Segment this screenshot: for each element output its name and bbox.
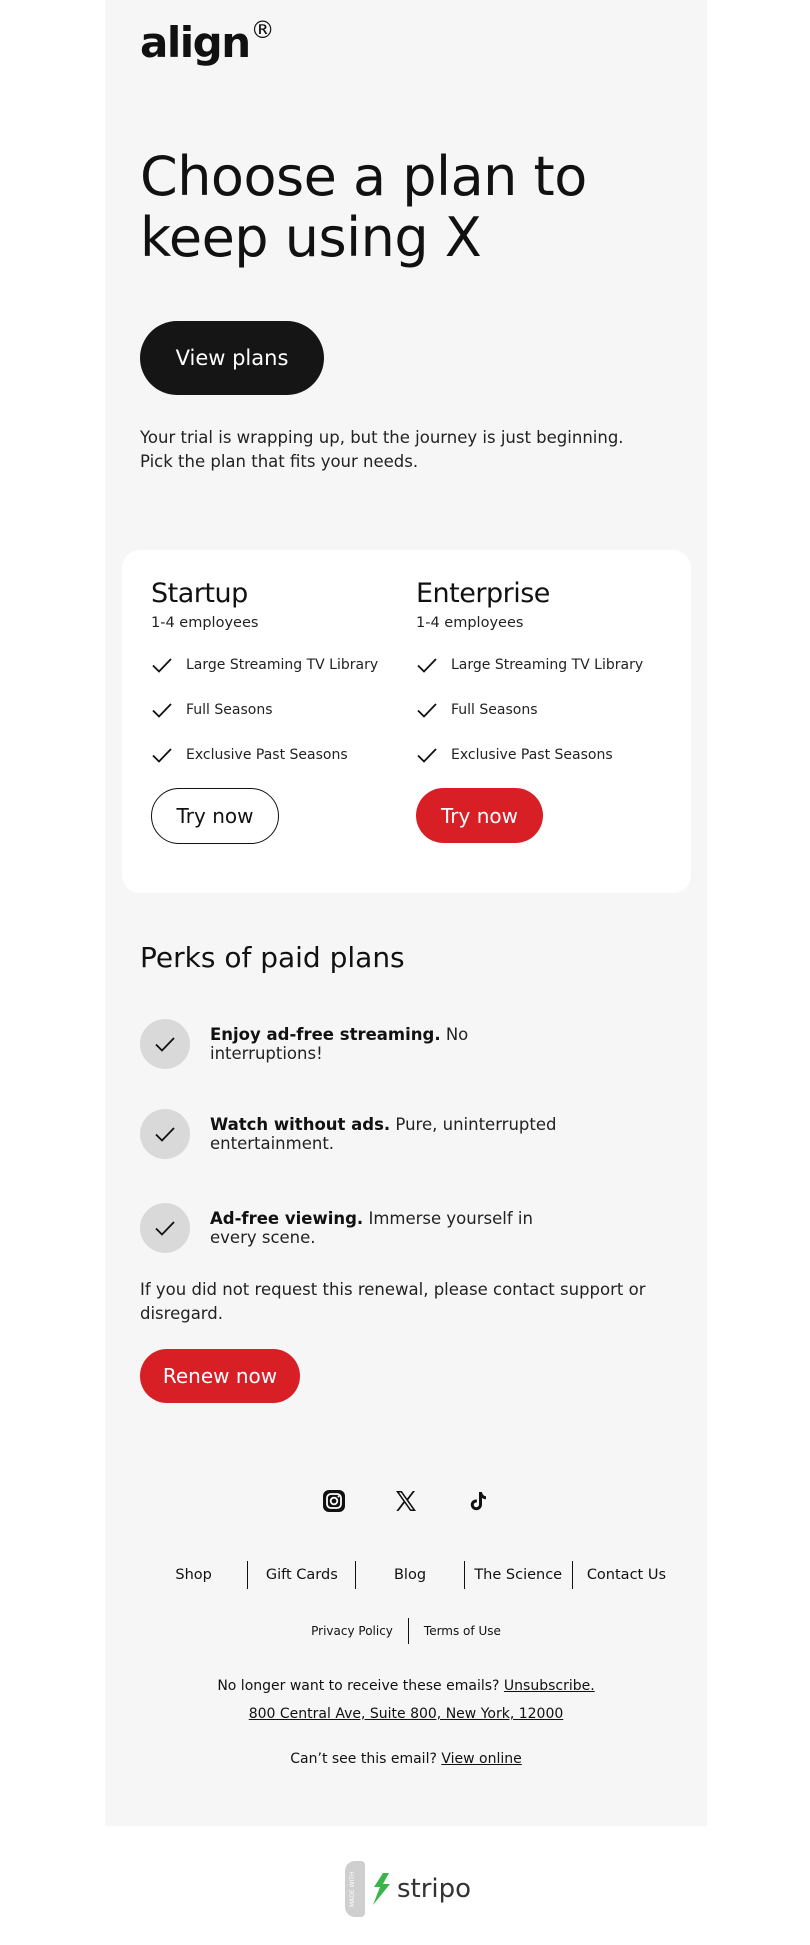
instagram-icon[interactable]: [321, 1488, 347, 1514]
feature-label: Full Seasons: [451, 702, 538, 718]
check-icon: [416, 744, 438, 766]
perk-check-circle: [140, 1019, 190, 1069]
made-with-badge: [345, 1861, 365, 1917]
social-links: [105, 1488, 707, 1514]
check-icon: [151, 744, 173, 766]
headline: Choose a plan to keep using X: [140, 145, 587, 269]
plan-startup: [151, 578, 391, 844]
terms-of-use-link[interactable]: Terms of Use: [423, 1624, 501, 1638]
logo-mark: ®: [250, 16, 274, 44]
perk-item: [140, 1019, 580, 1069]
brand-logo[interactable]: [140, 18, 273, 67]
plan-subtitle: 1-4 employees: [416, 615, 524, 631]
privacy-policy-link[interactable]: Privacy Policy: [311, 1624, 393, 1638]
footer-link-blog[interactable]: Blog: [393, 1567, 427, 1583]
try-now-enterprise-button[interactable]: Try now: [416, 788, 543, 843]
check-icon: [154, 1123, 176, 1145]
check-icon: [154, 1217, 176, 1239]
perk-text: [210, 1025, 580, 1063]
feature-item: [416, 654, 656, 676]
perk-text: [210, 1115, 580, 1153]
stripo-wordmark: stripo: [397, 1874, 472, 1904]
legal-links: [105, 1618, 707, 1644]
check-icon: [154, 1033, 176, 1055]
plan-name: Startup: [151, 578, 248, 609]
plan-enterprise: [416, 578, 656, 843]
address-line: [105, 1706, 707, 1722]
stripo-logo-icon: [371, 1872, 393, 1906]
email-container: [105, 0, 707, 1826]
perk-check-circle: [140, 1203, 190, 1253]
x-icon[interactable]: [393, 1488, 419, 1514]
made-with-label: MADE WITH: [349, 1871, 356, 1907]
feature-item: [151, 654, 391, 676]
feature-item: [416, 699, 656, 721]
plans-card: [122, 550, 691, 893]
feature-list: [416, 654, 656, 766]
perk-desc: Immerse yourself in every scene.: [210, 1209, 533, 1247]
perk-item: [140, 1203, 580, 1253]
unsubscribe-line: [105, 1678, 707, 1694]
renewal-notice: If you did not request this renewal, please contact support or disregard.: [140, 1280, 646, 1323]
address-link[interactable]: 800 Central Ave, Suite 800, New York, 12000: [248, 1706, 564, 1722]
plan-subtitle: 1-4 employees: [151, 615, 259, 631]
try-now-startup-button[interactable]: Try now: [151, 788, 279, 844]
view-online-link[interactable]: View online: [441, 1751, 522, 1767]
check-icon: [416, 654, 438, 676]
unsubscribe-text: No longer want to receive these emails?: [217, 1678, 504, 1694]
footer-link-gift-cards[interactable]: Gift Cards: [265, 1567, 338, 1583]
perk-check-circle: [140, 1109, 190, 1159]
feature-label: Exclusive Past Seasons: [451, 747, 613, 763]
perk-desc: Pure, uninterrupted entertainment.: [210, 1115, 557, 1153]
perks-title: Perks of paid plans: [140, 941, 405, 974]
feature-label: Full Seasons: [186, 702, 273, 718]
perk-item: [140, 1109, 580, 1159]
feature-list: [151, 654, 391, 766]
logo-text: align: [140, 18, 250, 67]
view-plans-button[interactable]: View plans: [140, 321, 324, 395]
made-with-stripo[interactable]: [345, 1860, 471, 1918]
tiktok-icon[interactable]: [465, 1488, 491, 1514]
footer-link-shop[interactable]: Shop: [175, 1567, 212, 1583]
intro-text: Your trial is wrapping up, but the journey is just beginning. Pick the plan that fits your needs.: [140, 428, 624, 471]
feature-item: [151, 744, 391, 766]
unsubscribe-link[interactable]: Unsubscribe.: [503, 1678, 595, 1694]
perk-bold: Enjoy ad-free streaming.: [210, 1025, 441, 1044]
perk-bold: Ad-free viewing.: [210, 1209, 364, 1228]
view-online-text: Can’t see this email?: [290, 1751, 442, 1767]
feature-label: Large Streaming TV Library: [451, 657, 644, 673]
feature-label: Large Streaming TV Library: [186, 657, 379, 673]
perk-bold: Watch without ads.: [210, 1115, 391, 1134]
renew-now-button[interactable]: Renew now: [140, 1349, 300, 1403]
perk-text: [210, 1209, 580, 1247]
footer-link-the-science[interactable]: The Science: [474, 1567, 563, 1583]
check-icon: [151, 699, 173, 721]
perk-desc: No interruptions!: [210, 1025, 469, 1063]
check-icon: [151, 654, 173, 676]
feature-label: Exclusive Past Seasons: [186, 747, 348, 763]
feature-item: [416, 744, 656, 766]
check-icon: [416, 699, 438, 721]
plan-name: Enterprise: [416, 578, 550, 609]
view-online-line: [105, 1751, 707, 1767]
footer-nav: [140, 1560, 680, 1590]
footer-link-contact-us[interactable]: Contact Us: [586, 1567, 667, 1583]
feature-item: [151, 699, 391, 721]
